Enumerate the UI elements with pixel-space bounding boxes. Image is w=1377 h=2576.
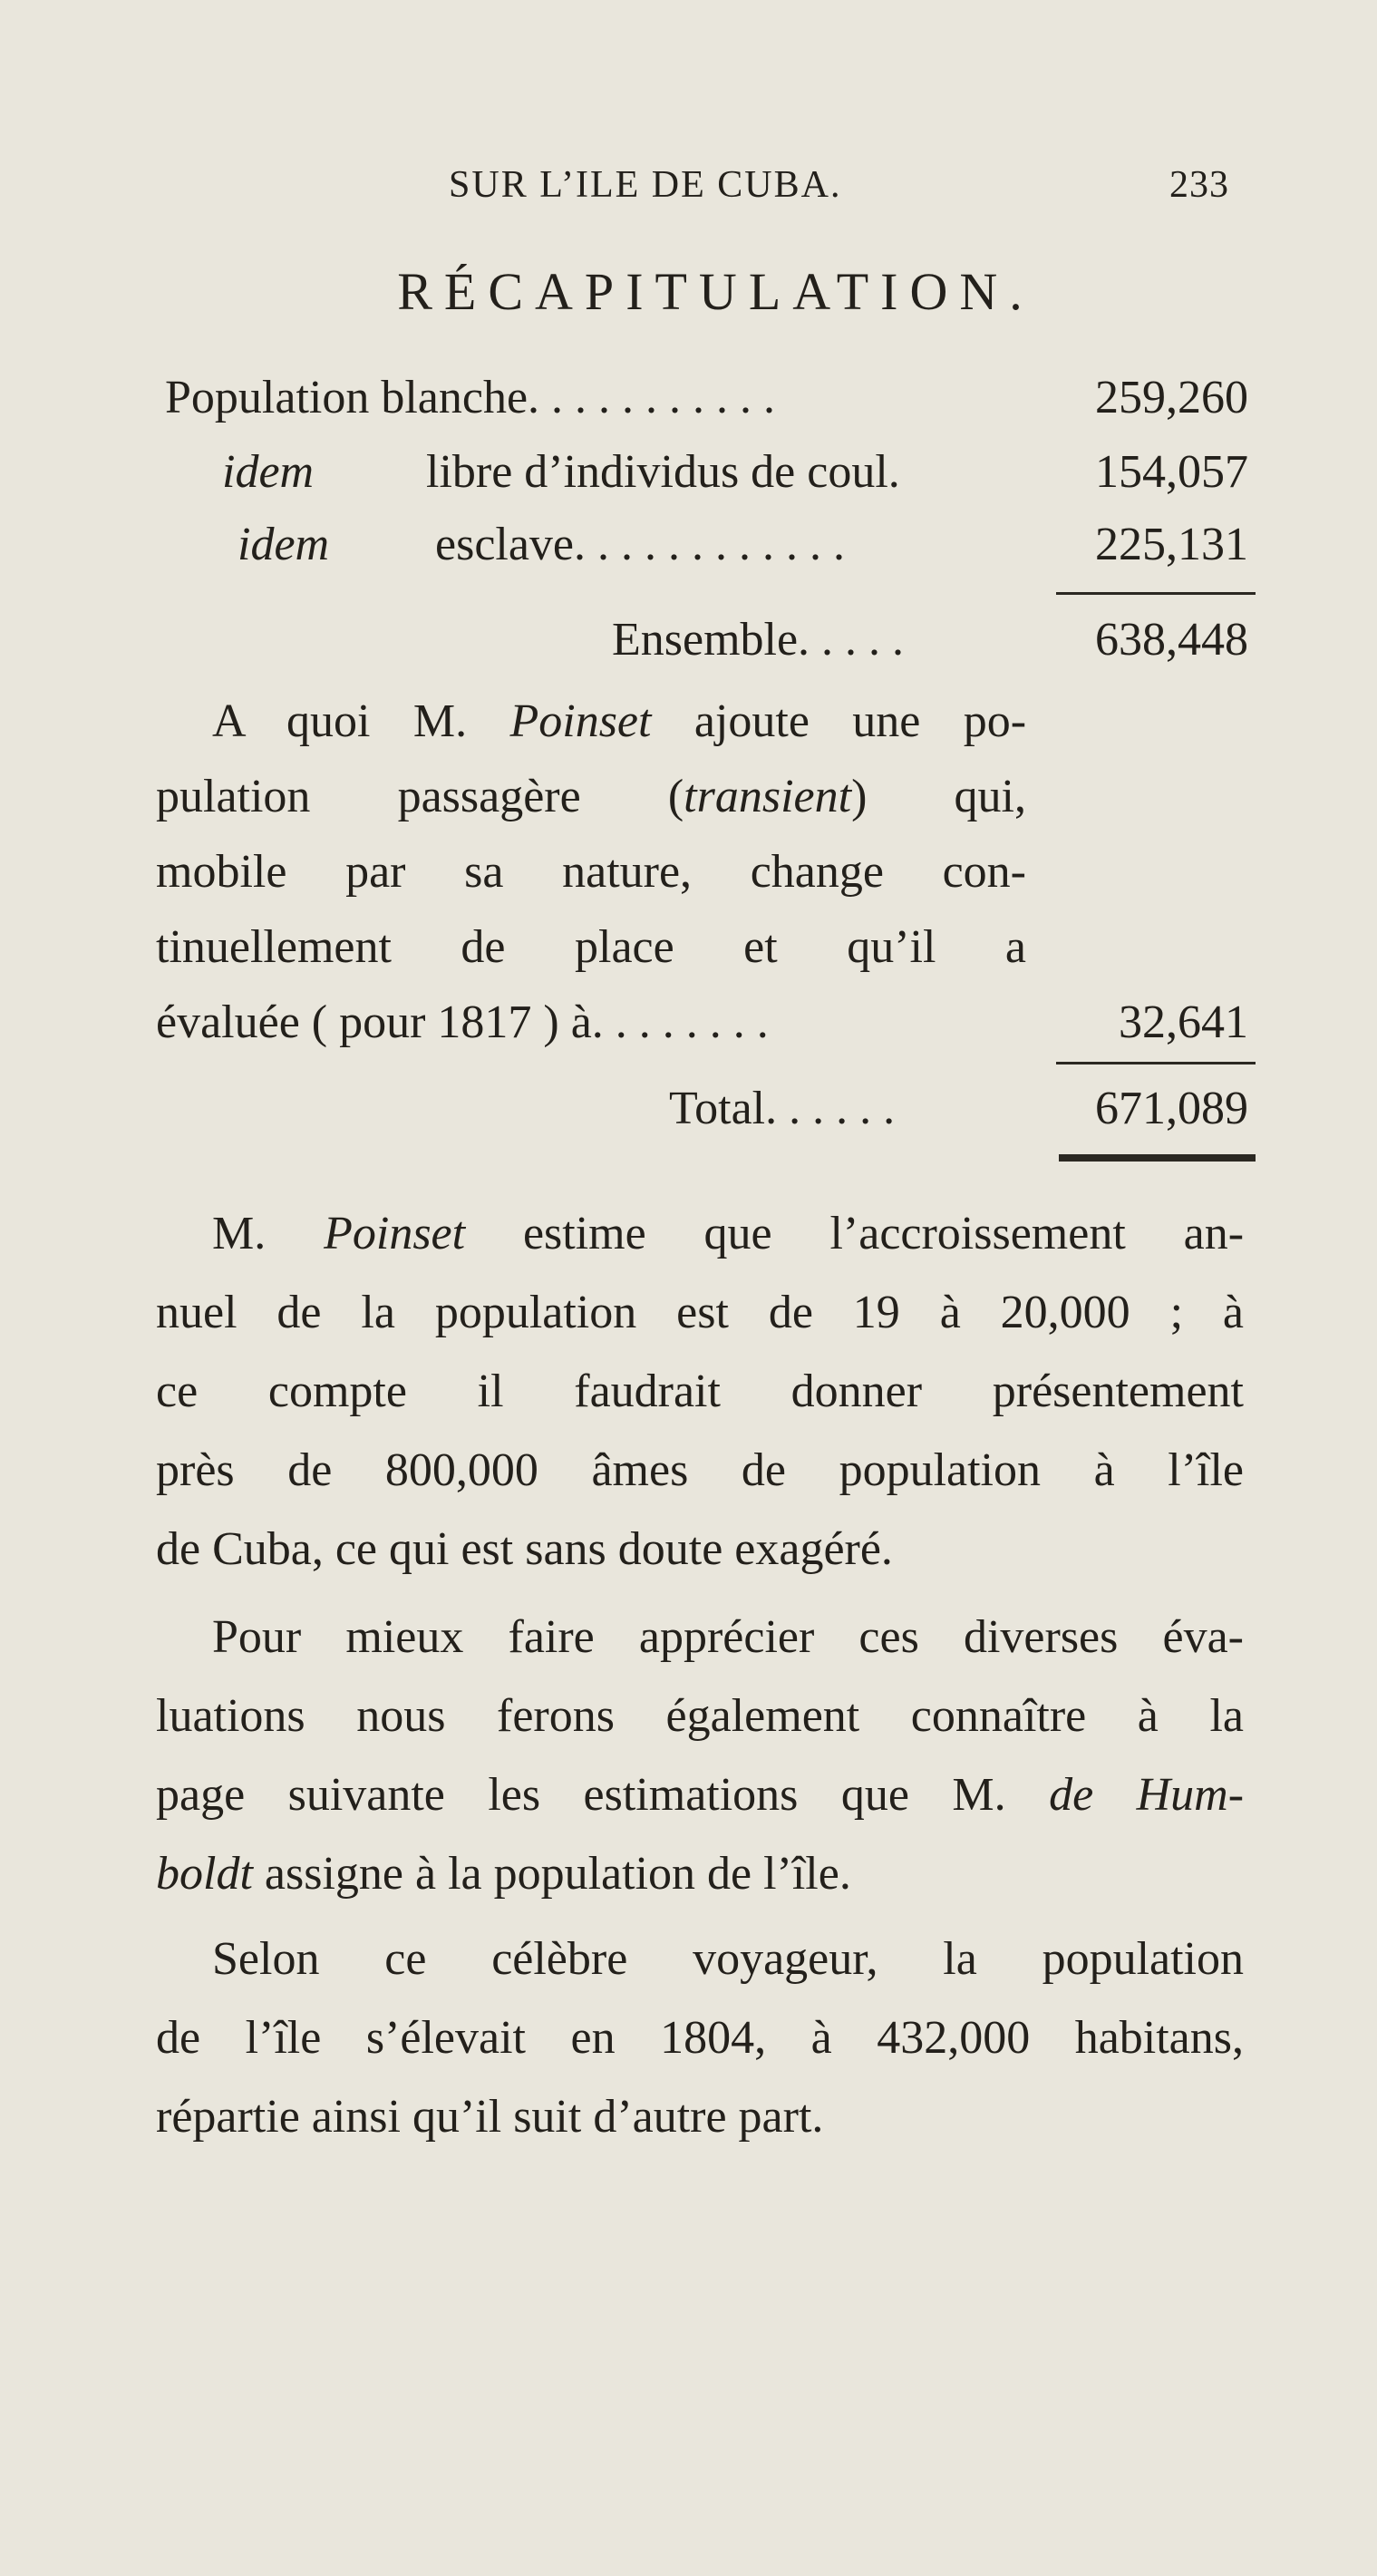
paragraph-line: répartie ainsi qu’il suit d’autre part.: [156, 2091, 824, 2143]
paragraph-line: mobile par sa nature, change con-: [156, 846, 1026, 898]
running-head-title: SUR L’ILE DE CUBA.: [449, 164, 842, 206]
paragraph-line: page suivante les estimations que M. de Hum-: [156, 1769, 1245, 1821]
table-row-free-colored: [0, 435, 1377, 510]
sum-rule: [1056, 592, 1256, 595]
person-name: Poinset: [509, 695, 652, 747]
english-term: transient: [684, 771, 852, 822]
person-name: de Hum-: [1049, 1769, 1245, 1821]
table-row-transient: [0, 986, 1377, 1060]
ensemble-label: Ensemble. . . . .: [612, 614, 905, 666]
table-row-white-population: [0, 361, 1377, 435]
table-row-ensemble: [0, 603, 1377, 677]
row-label-idem: idem: [238, 519, 330, 570]
paragraph-line: M. Poinset estime que l’accroissement an-: [212, 1208, 1245, 1259]
total-label: Total. . . . . .: [669, 1083, 896, 1134]
table-row-slaves: [0, 508, 1377, 582]
recapitulation-heading: RÉCAPITULATION.: [397, 262, 1034, 321]
person-name: boldt: [156, 1848, 253, 1900]
paragraph-line: boldt assigne à la population de l’île.: [156, 1848, 851, 1900]
paragraph-line: luations nous ferons également connaître à la: [156, 1690, 1244, 1742]
paragraph-line: A quoi M. Poinset ajoute une po-: [212, 695, 1027, 747]
row-label-idem: idem: [222, 446, 315, 498]
paragraph-line: de l’île s’élevait en 1804, à 432,000 habitans,: [156, 2012, 1244, 2064]
row-value: 154,057: [1095, 446, 1248, 498]
paragraph-line: de Cuba, ce qui est sans doute exagéré.: [156, 1523, 893, 1575]
row-value: 225,131: [1095, 519, 1248, 570]
table-row-total: [0, 1072, 1377, 1146]
person-name: Poinset: [324, 1208, 466, 1259]
paragraph-line: pulation passagère (transient) qui,: [156, 771, 1026, 822]
row-label: libre d’individus de coul.: [426, 446, 900, 498]
paragraph-line: nuel de la population est de 19 à 20,000 ; à: [156, 1287, 1244, 1338]
paragraph-line: ce compte il faudrait donner présentement: [156, 1366, 1244, 1417]
paragraph-line: tinuellement de place et qu’il a: [156, 921, 1026, 973]
row-value: 259,260: [1095, 372, 1248, 423]
sum-rule: [1056, 1062, 1256, 1064]
total-double-rule: [1059, 1154, 1256, 1162]
paragraph-line: Pour mieux faire apprécier ces diverses éva-: [212, 1611, 1244, 1663]
paragraph-line: évaluée ( pour 1817 ) à. . . . . . . .: [156, 996, 769, 1048]
paragraph-line: près de 800,000 âmes de population à l’île: [156, 1444, 1244, 1496]
transient-value: 32,641: [1119, 996, 1248, 1048]
ensemble-value: 638,448: [1095, 614, 1248, 666]
row-label: esclave. . . . . . . . . . . .: [435, 519, 846, 570]
page-number: 233: [1169, 164, 1229, 206]
total-value: 671,089: [1095, 1083, 1248, 1134]
row-label: Population blanche. . . . . . . . . . .: [165, 372, 776, 423]
paragraph-line: Selon ce célèbre voyageur, la population: [212, 1933, 1244, 1985]
